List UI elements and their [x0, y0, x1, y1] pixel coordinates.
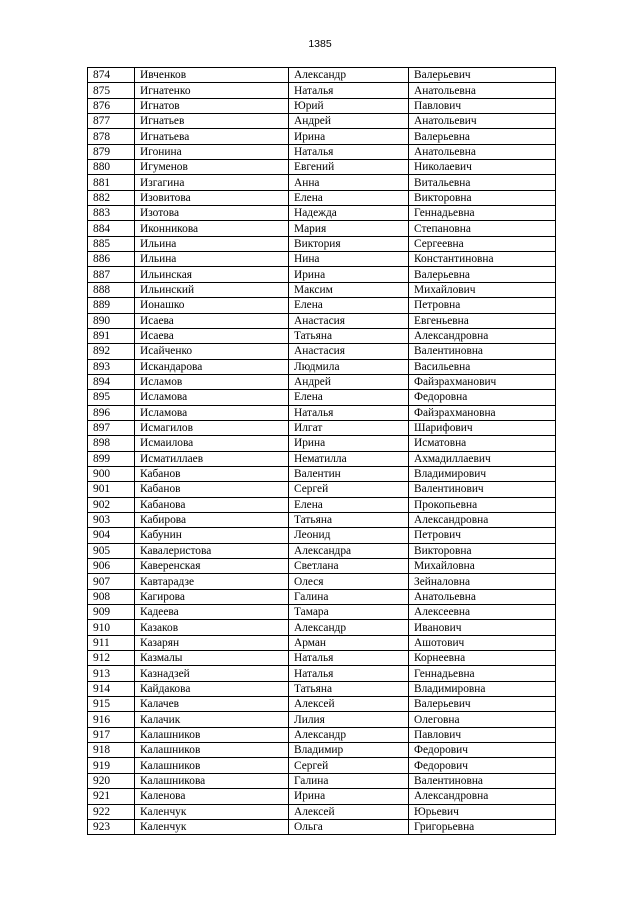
table-row	[88, 497, 556, 512]
table-row	[88, 635, 556, 650]
first-name-cell: Максим	[289, 282, 409, 297]
row-number-cell: 902	[88, 497, 135, 512]
last-name-cell: Исмагилов	[135, 420, 289, 435]
last-name-cell: Кабунин	[135, 528, 289, 543]
last-name-cell: Кагирова	[135, 589, 289, 604]
row-number-cell: 903	[88, 512, 135, 527]
table-row	[88, 466, 556, 481]
first-name-cell: Елена	[289, 390, 409, 405]
first-name-cell: Алексей	[289, 697, 409, 712]
table-row	[88, 252, 556, 267]
table-row	[88, 374, 556, 389]
page-number: 1385	[308, 38, 332, 50]
patronymic-cell: Геннадьевна	[409, 666, 556, 681]
last-name-cell: Калашников	[135, 727, 289, 742]
table-row	[88, 98, 556, 113]
table-row	[88, 206, 556, 221]
first-name-cell: Анастасия	[289, 344, 409, 359]
row-number-cell: 893	[88, 359, 135, 374]
last-name-cell: Казаков	[135, 620, 289, 635]
patronymic-cell: Валерьевна	[409, 129, 556, 144]
row-number-cell: 894	[88, 374, 135, 389]
table-row	[88, 819, 556, 834]
table-row	[88, 681, 556, 696]
row-number-cell: 898	[88, 436, 135, 451]
last-name-cell: Кабирова	[135, 512, 289, 527]
first-name-cell: Александр	[289, 727, 409, 742]
first-name-cell: Галина	[289, 589, 409, 604]
first-name-cell: Ирина	[289, 436, 409, 451]
last-name-cell: Кавтарадзе	[135, 574, 289, 589]
patronymic-cell: Ашотович	[409, 635, 556, 650]
last-name-cell: Игуменов	[135, 160, 289, 175]
last-name-cell: Казмалы	[135, 651, 289, 666]
table-row	[88, 804, 556, 819]
row-number-cell: 918	[88, 743, 135, 758]
patronymic-cell: Николаевич	[409, 160, 556, 175]
patronymic-cell: Олеговна	[409, 712, 556, 727]
last-name-cell: Исламова	[135, 390, 289, 405]
first-name-cell: Мария	[289, 221, 409, 236]
table-row	[88, 190, 556, 205]
first-name-cell: Арман	[289, 635, 409, 650]
last-name-cell: Искандарова	[135, 359, 289, 374]
table-row	[88, 589, 556, 604]
last-name-cell: Изгагина	[135, 175, 289, 190]
row-number-cell: 921	[88, 789, 135, 804]
table-row	[88, 651, 556, 666]
table-row	[88, 666, 556, 681]
table-row	[88, 144, 556, 159]
row-number-cell: 922	[88, 804, 135, 819]
last-name-cell: Исайченко	[135, 344, 289, 359]
first-name-cell: Александр	[289, 68, 409, 83]
last-name-cell: Игнатьева	[135, 129, 289, 144]
first-name-cell: Елена	[289, 497, 409, 512]
patronymic-cell: Шарифович	[409, 420, 556, 435]
patronymic-cell: Геннадьевна	[409, 206, 556, 221]
patronymic-cell: Степановна	[409, 221, 556, 236]
first-name-cell: Татьяна	[289, 512, 409, 527]
last-name-cell: Ильинский	[135, 282, 289, 297]
last-name-cell: Калашников	[135, 758, 289, 773]
first-name-cell: Ирина	[289, 789, 409, 804]
table-row	[88, 543, 556, 558]
row-number-cell: 891	[88, 328, 135, 343]
first-name-cell: Надежда	[289, 206, 409, 221]
last-name-cell: Изовитова	[135, 190, 289, 205]
last-name-cell: Каверенская	[135, 559, 289, 574]
table-row	[88, 236, 556, 251]
table-row	[88, 359, 556, 374]
last-name-cell: Каленова	[135, 789, 289, 804]
last-name-cell: Исаева	[135, 313, 289, 328]
patronymic-cell: Федорович	[409, 743, 556, 758]
last-name-cell: Ильинская	[135, 267, 289, 282]
patronymic-cell: Исматовна	[409, 436, 556, 451]
table-row	[88, 175, 556, 190]
first-name-cell: Ирина	[289, 267, 409, 282]
first-name-cell: Сергей	[289, 758, 409, 773]
row-number-cell: 901	[88, 482, 135, 497]
first-name-cell: Александр	[289, 620, 409, 635]
first-name-cell: Татьяна	[289, 681, 409, 696]
table-row	[88, 574, 556, 589]
first-name-cell: Виктория	[289, 236, 409, 251]
last-name-cell: Кавалеристова	[135, 543, 289, 558]
patronymic-cell: Иванович	[409, 620, 556, 635]
row-number-cell: 900	[88, 466, 135, 481]
table-row	[88, 758, 556, 773]
row-number-cell: 916	[88, 712, 135, 727]
row-number-cell: 907	[88, 574, 135, 589]
first-name-cell: Наталья	[289, 651, 409, 666]
row-number-cell: 881	[88, 175, 135, 190]
patronymic-cell: Александровна	[409, 328, 556, 343]
row-number-cell: 910	[88, 620, 135, 635]
table-row	[88, 83, 556, 98]
patronymic-cell: Валерьевич	[409, 68, 556, 83]
table-row	[88, 390, 556, 405]
last-name-cell: Игнатов	[135, 98, 289, 113]
last-name-cell: Иконникова	[135, 221, 289, 236]
row-number-cell: 877	[88, 114, 135, 129]
last-name-cell: Ивченков	[135, 68, 289, 83]
last-name-cell: Кабанов	[135, 466, 289, 481]
row-number-cell: 885	[88, 236, 135, 251]
row-number-cell: 890	[88, 313, 135, 328]
row-number-cell: 917	[88, 727, 135, 742]
patronymic-cell: Васильевна	[409, 359, 556, 374]
first-name-cell: Олеся	[289, 574, 409, 589]
first-name-cell: Светлана	[289, 559, 409, 574]
patronymic-cell: Владимирович	[409, 466, 556, 481]
patronymic-cell: Михайлович	[409, 282, 556, 297]
first-name-cell: Анастасия	[289, 313, 409, 328]
table-row	[88, 298, 556, 313]
table-row	[88, 789, 556, 804]
last-name-cell: Кабанова	[135, 497, 289, 512]
table-row	[88, 267, 556, 282]
row-number-cell: 923	[88, 819, 135, 834]
patronymic-cell: Михайловна	[409, 559, 556, 574]
patronymic-cell: Павлович	[409, 98, 556, 113]
table-row	[88, 482, 556, 497]
row-number-cell: 920	[88, 773, 135, 788]
patronymic-cell: Сергеевна	[409, 236, 556, 251]
patronymic-cell: Федоровна	[409, 390, 556, 405]
first-name-cell: Ольга	[289, 819, 409, 834]
patronymic-cell: Витальевна	[409, 175, 556, 190]
last-name-cell: Исламова	[135, 405, 289, 420]
row-number-cell: 909	[88, 605, 135, 620]
table-row	[88, 697, 556, 712]
row-number-cell: 875	[88, 83, 135, 98]
row-number-cell: 913	[88, 666, 135, 681]
patronymic-cell: Ахмадиллаевич	[409, 451, 556, 466]
last-name-cell: Кайдакова	[135, 681, 289, 696]
last-name-cell: Кабанов	[135, 482, 289, 497]
last-name-cell: Каленчук	[135, 804, 289, 819]
row-number-cell: 879	[88, 144, 135, 159]
first-name-cell: Тамара	[289, 605, 409, 620]
row-number-cell: 908	[88, 589, 135, 604]
row-number-cell: 905	[88, 543, 135, 558]
patronymic-cell: Константиновна	[409, 252, 556, 267]
first-name-cell: Сергей	[289, 482, 409, 497]
table-row	[88, 512, 556, 527]
patronymic-cell: Анатольевна	[409, 589, 556, 604]
patronymic-cell: Григорьевна	[409, 819, 556, 834]
patronymic-cell: Валентинович	[409, 482, 556, 497]
first-name-cell: Юрий	[289, 98, 409, 113]
row-number-cell: 887	[88, 267, 135, 282]
patronymic-cell: Александровна	[409, 512, 556, 527]
first-name-cell: Лилия	[289, 712, 409, 727]
first-name-cell: Леонид	[289, 528, 409, 543]
first-name-cell: Наталья	[289, 144, 409, 159]
row-number-cell: 878	[88, 129, 135, 144]
last-name-cell: Исматиллаев	[135, 451, 289, 466]
table-row	[88, 712, 556, 727]
last-name-cell: Казарян	[135, 635, 289, 650]
row-number-cell: 914	[88, 681, 135, 696]
first-name-cell: Татьяна	[289, 328, 409, 343]
patronymic-cell: Викторовна	[409, 543, 556, 558]
table-row	[88, 605, 556, 620]
table-row	[88, 620, 556, 635]
table-row	[88, 743, 556, 758]
first-name-cell: Ирина	[289, 129, 409, 144]
first-name-cell: Евгений	[289, 160, 409, 175]
table-row	[88, 773, 556, 788]
table-row	[88, 282, 556, 297]
row-number-cell: 883	[88, 206, 135, 221]
patronymic-cell: Александровна	[409, 789, 556, 804]
last-name-cell: Исмаилова	[135, 436, 289, 451]
table-row	[88, 528, 556, 543]
first-name-cell: Илгат	[289, 420, 409, 435]
first-name-cell: Андрей	[289, 374, 409, 389]
row-number-cell: 884	[88, 221, 135, 236]
last-name-cell: Ильина	[135, 236, 289, 251]
patronymic-cell: Файзрахмановна	[409, 405, 556, 420]
patronymic-cell: Евгеньевна	[409, 313, 556, 328]
first-name-cell: Елена	[289, 298, 409, 313]
patronymic-cell: Анатольевна	[409, 144, 556, 159]
patronymic-cell: Павлович	[409, 727, 556, 742]
table-row	[88, 114, 556, 129]
row-number-cell: 895	[88, 390, 135, 405]
first-name-cell: Анна	[289, 175, 409, 190]
patronymic-cell: Юрьевич	[409, 804, 556, 819]
row-number-cell: 876	[88, 98, 135, 113]
patronymic-cell: Прокопьевна	[409, 497, 556, 512]
patronymic-cell: Федорович	[409, 758, 556, 773]
last-name-cell: Казнадзей	[135, 666, 289, 681]
registry-table	[87, 67, 556, 835]
last-name-cell: Игонина	[135, 144, 289, 159]
row-number-cell: 912	[88, 651, 135, 666]
patronymic-cell: Валерьевна	[409, 267, 556, 282]
row-number-cell: 896	[88, 405, 135, 420]
first-name-cell: Наталья	[289, 666, 409, 681]
last-name-cell: Калачев	[135, 697, 289, 712]
patronymic-cell: Анатольевич	[409, 114, 556, 129]
last-name-cell: Исламов	[135, 374, 289, 389]
last-name-cell: Калачик	[135, 712, 289, 727]
patronymic-cell: Алексеевна	[409, 605, 556, 620]
first-name-cell: Валентин	[289, 466, 409, 481]
last-name-cell: Ионашко	[135, 298, 289, 313]
first-name-cell: Владимир	[289, 743, 409, 758]
row-number-cell: 886	[88, 252, 135, 267]
last-name-cell: Ильина	[135, 252, 289, 267]
table-row	[88, 328, 556, 343]
patronymic-cell: Петрович	[409, 528, 556, 543]
row-number-cell: 874	[88, 68, 135, 83]
patronymic-cell: Викторовна	[409, 190, 556, 205]
table-row	[88, 451, 556, 466]
row-number-cell: 911	[88, 635, 135, 650]
first-name-cell: Наталья	[289, 83, 409, 98]
row-number-cell: 915	[88, 697, 135, 712]
first-name-cell: Александра	[289, 543, 409, 558]
last-name-cell: Каленчук	[135, 819, 289, 834]
row-number-cell: 882	[88, 190, 135, 205]
first-name-cell: Нематилла	[289, 451, 409, 466]
table-row	[88, 727, 556, 742]
first-name-cell: Елена	[289, 190, 409, 205]
table-row	[88, 420, 556, 435]
patronymic-cell: Валерьевич	[409, 697, 556, 712]
last-name-cell: Калашников	[135, 743, 289, 758]
first-name-cell: Алексей	[289, 804, 409, 819]
last-name-cell: Игнатьев	[135, 114, 289, 129]
last-name-cell: Изотова	[135, 206, 289, 221]
last-name-cell: Игнатенко	[135, 83, 289, 98]
last-name-cell: Исаева	[135, 328, 289, 343]
table-row	[88, 68, 556, 83]
patronymic-cell: Валентиновна	[409, 344, 556, 359]
patronymic-cell: Владимировна	[409, 681, 556, 696]
table-row	[88, 559, 556, 574]
first-name-cell: Людмила	[289, 359, 409, 374]
registry-table-body	[88, 68, 556, 835]
row-number-cell: 919	[88, 758, 135, 773]
first-name-cell: Наталья	[289, 405, 409, 420]
patronymic-cell: Корнеевна	[409, 651, 556, 666]
patronymic-cell: Анатольевна	[409, 83, 556, 98]
last-name-cell: Кадеева	[135, 605, 289, 620]
row-number-cell: 892	[88, 344, 135, 359]
row-number-cell: 888	[88, 282, 135, 297]
row-number-cell: 906	[88, 559, 135, 574]
table-row	[88, 160, 556, 175]
table-row	[88, 436, 556, 451]
table-row	[88, 405, 556, 420]
row-number-cell: 889	[88, 298, 135, 313]
row-number-cell: 897	[88, 420, 135, 435]
patronymic-cell: Валентиновна	[409, 773, 556, 788]
row-number-cell: 899	[88, 451, 135, 466]
first-name-cell: Нина	[289, 252, 409, 267]
patronymic-cell: Зейналовна	[409, 574, 556, 589]
patronymic-cell: Файзрахманович	[409, 374, 556, 389]
patronymic-cell: Петровна	[409, 298, 556, 313]
table-row	[88, 221, 556, 236]
first-name-cell: Андрей	[289, 114, 409, 129]
row-number-cell: 880	[88, 160, 135, 175]
table-row	[88, 344, 556, 359]
first-name-cell: Галина	[289, 773, 409, 788]
table-row	[88, 129, 556, 144]
last-name-cell: Калашникова	[135, 773, 289, 788]
row-number-cell: 904	[88, 528, 135, 543]
table-row	[88, 313, 556, 328]
